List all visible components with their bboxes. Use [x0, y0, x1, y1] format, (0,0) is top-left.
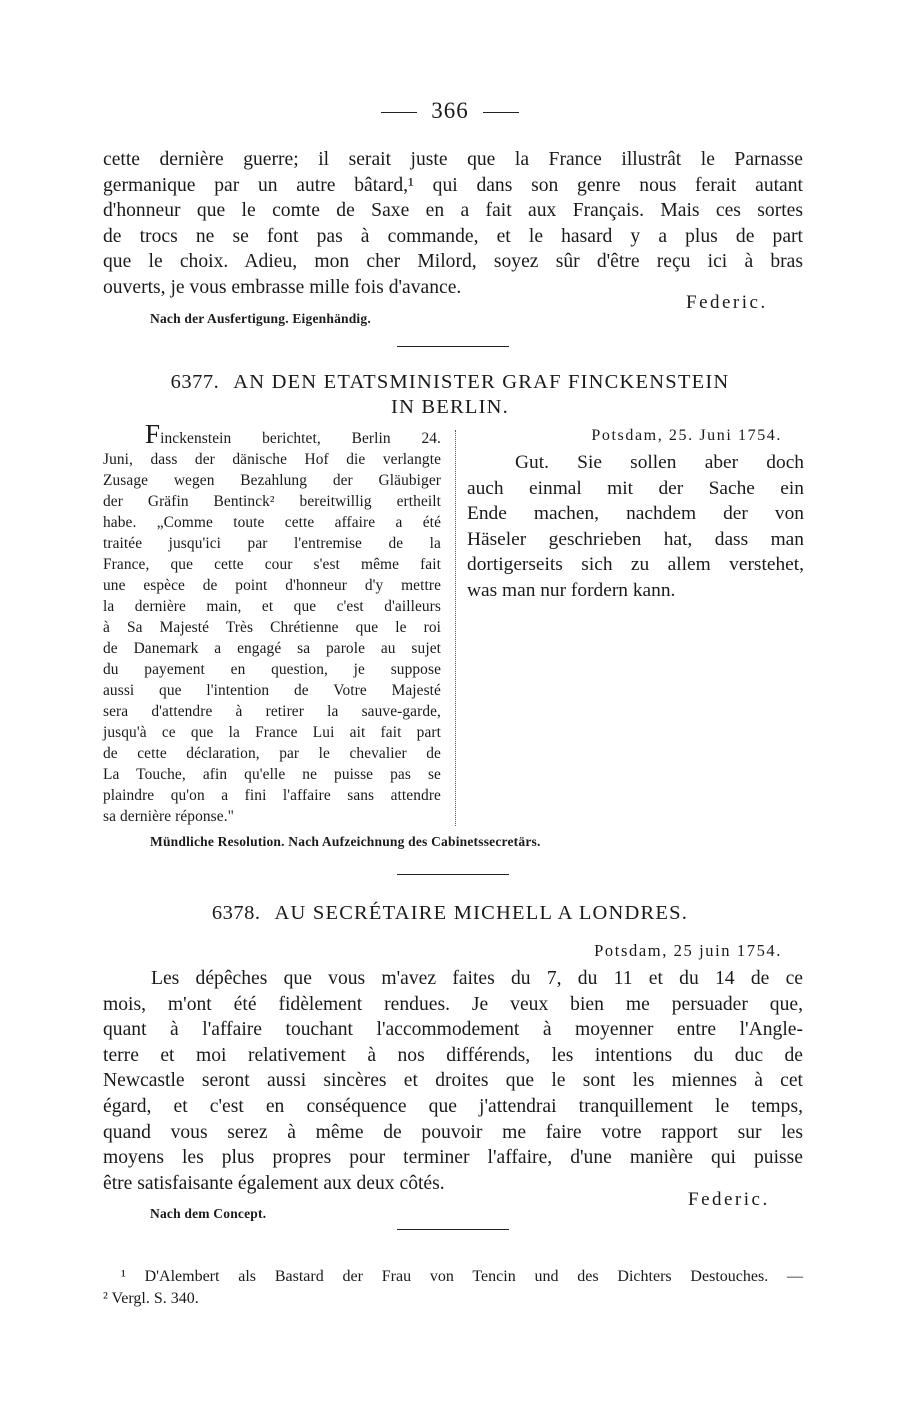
text-line: cette dernière guerre; il serait juste que la France illustrât le Parnasse	[103, 149, 803, 170]
text-line: dortigerseits sich zu allem verstehet,	[467, 554, 804, 575]
document-heading-6378	[0, 901, 900, 926]
section-rule	[397, 874, 509, 875]
text-line: La Touche, afin qu'elle ne puisse pas se	[103, 766, 441, 783]
text-line: du payement en question, je suppose	[103, 661, 441, 678]
text-line: moyens les plus propres pour terminer l'affaire, d'une manière qui puisse	[103, 1147, 803, 1169]
text-line: France, que cette cour s'est même fait	[103, 556, 441, 573]
heading-line: AN DEN ETATSMINISTER GRAF FINCKENSTEIN	[233, 371, 730, 393]
dateline: Potsdam, 25 juin 1754.	[594, 941, 782, 960]
heading-line: IN BERLIN.	[391, 396, 509, 418]
heading-line: AU SECRÉTAIRE MICHELL A LONDRES.	[274, 902, 689, 924]
text-line: terre et moi relativement à nos différends, les intentions du duc de	[103, 1044, 803, 1066]
text-line: Häseler geschrieben hat, dass man	[467, 528, 804, 550]
footnotes	[103, 1266, 803, 1310]
text-line: de cette déclaration, par le chevalier de	[103, 745, 441, 762]
text-line: plaindre qu'on a fini l'affaire sans attendre	[103, 787, 441, 804]
source-note: Nach der Ausfertigung. Eigenhändig.	[150, 311, 371, 326]
text-line: aussi que l'intention de Votre Majesté	[103, 682, 441, 699]
text-line: Finckenstein berichtet, Berlin 24.	[145, 419, 441, 449]
signature: Federic.	[686, 292, 768, 313]
text-line: quand vous serez à même de pouvoir me faire votre rapport sur les	[103, 1121, 803, 1143]
dateline: Potsdam, 25. Juni 1754.	[591, 427, 782, 444]
footnote: ¹ D'Alembert als Bastard der Frau von Tencin und des Dichters Destouches. —	[121, 1268, 803, 1285]
text-line: Newcastle seront aussi sincères et droites que le sont les miennes à cet	[103, 1070, 803, 1092]
text-line: ouverts, je vous embrasse mille fois d'avance.	[103, 276, 462, 298]
text-line: Gut. Sie sollen aber doch	[515, 452, 804, 473]
text-line: mois, m'ont été fidèlement rendues. Je veux bien me persuader que,	[103, 993, 803, 1015]
document-number: 6377.	[170, 371, 220, 393]
text-line: traitée jusqu'ici par l'entremise de la	[103, 535, 441, 552]
text-line: égard, et c'est en conséquence que j'attendrai tranquillement le temps,	[103, 1095, 803, 1117]
letter-body	[103, 966, 803, 1196]
section-rule	[397, 346, 509, 347]
text-line: une espèce de point d'honneur d'y mettre	[103, 577, 441, 594]
column-divider	[455, 430, 456, 826]
resolution-column	[467, 450, 804, 603]
page-number: 366	[431, 98, 469, 123]
section-rule	[397, 1229, 509, 1230]
text-line: der Gräfin Bentinck² bereitwillig ertheilt	[103, 493, 441, 510]
text-line: de trocs ne se font pas à commande, et le hasard y a plus de part	[103, 225, 803, 247]
text-line: Zusage wegen Bezahlung der Gläubiger	[103, 472, 441, 489]
footnote: ² Vergl. S. 340.	[103, 1290, 199, 1307]
text-line: à Sa Majesté Très Chrétienne que le roi	[103, 619, 441, 636]
text-line: être satisfaisante également aux deux côtés.	[103, 1172, 445, 1194]
source-note: Mündliche Resolution. Nach Aufzeichnung des Cabinetssecretärs.	[150, 834, 541, 849]
text-line: was man nur fordern kann.	[467, 579, 676, 601]
text-line: sera d'attendre à retirer la sauve-garde,	[103, 703, 441, 720]
header-rule-left	[381, 112, 417, 113]
text-line: jusqu'à ce que la France Lui ait fait part	[103, 724, 441, 741]
report-summary-column	[103, 419, 441, 827]
text-line: que le choix. Adieu, mon cher Milord, soyez sûr d'être reçu ici à bras	[103, 251, 803, 273]
page-header	[0, 98, 900, 124]
text-line: Juni, dass der dänische Hof die verlangte	[103, 451, 441, 468]
text-line: auch einmal mit der Sache ein	[467, 477, 804, 499]
document-heading-6377	[0, 370, 900, 420]
text-line: d'honneur que le comte de Saxe en a fait aux Français. Mais ces sortes	[103, 200, 803, 222]
text-line: Ende machen, nachdem der von	[467, 503, 804, 524]
source-note: Nach dem Concept.	[150, 1206, 267, 1221]
text-line: germanique par un autre bâtard,¹ qui dans son genre nous ferait autant	[103, 174, 803, 196]
letter-continuation	[103, 147, 803, 301]
header-rule-right	[483, 112, 519, 113]
signature: Federic.	[688, 1189, 770, 1210]
text-line: habe. „Comme toute cette affaire a été	[103, 514, 441, 531]
text-line: quant à l'affaire touchant l'accommodement à moyenner entre l'Angle-	[103, 1019, 803, 1041]
text-line: de Danemark a engagé sa parole au sujet	[103, 640, 441, 657]
text-line: la dernière main, et que c'est d'ailleurs	[103, 598, 441, 615]
drop-cap: F	[145, 419, 161, 449]
text-line: Les dépêches que vous m'avez faites du 7, du 11 et du 14 de ce	[151, 968, 803, 989]
document-number: 6378.	[211, 902, 261, 924]
text-line: sa dernière réponse."	[103, 808, 235, 825]
